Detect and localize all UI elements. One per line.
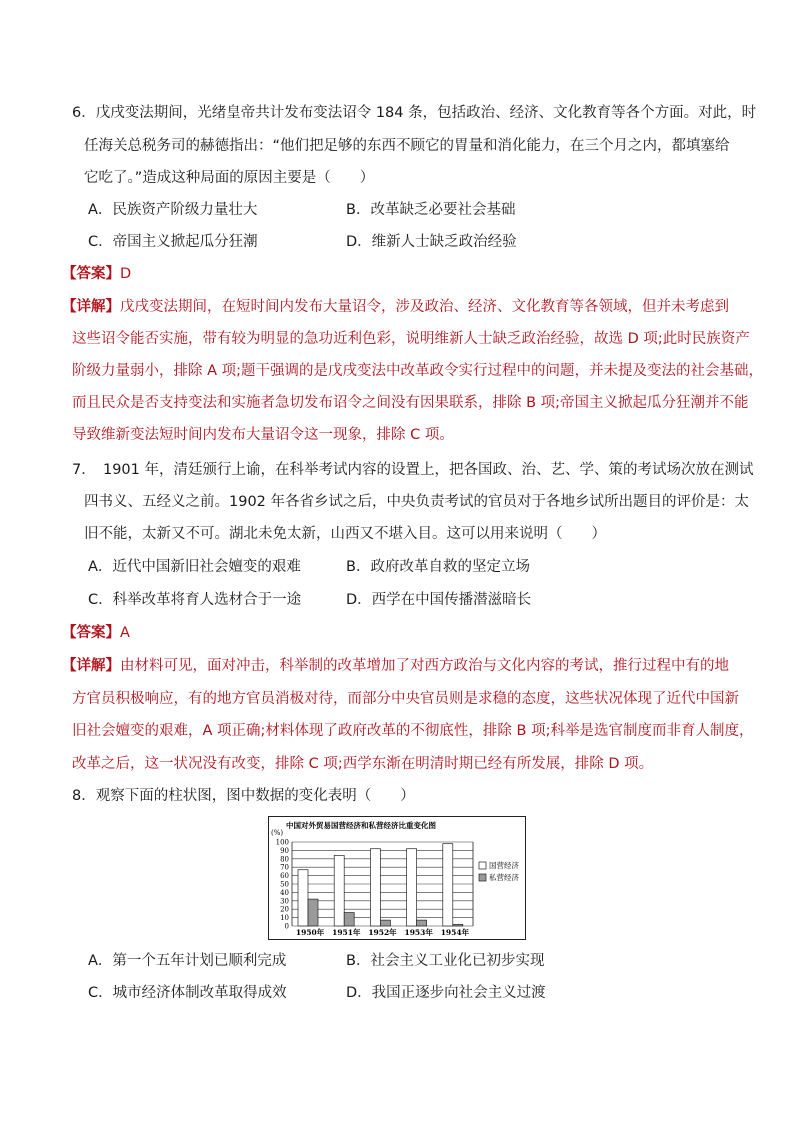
q7-option-c: C．科举改革将育人选材合于一途: [88, 592, 302, 608]
y-tick-label: 0: [284, 922, 289, 931]
chart-title: 中国对外贸易国营经济和私营经济比重变化图: [286, 821, 436, 830]
q7-stem-line-3: 旧不能，太新又不可。湖北未免太新，山西又不堪入目。这可以用来说明（ ）: [84, 526, 606, 542]
q7-option-a: A．近代中国新旧社会嬗变的艰难: [88, 559, 301, 575]
y-tick-label: 70: [280, 863, 289, 872]
bar-private-3: [380, 920, 390, 926]
q7-detail-line-2: 方官员积极响应，有的地方官员消极对待，而部分中央官员则是求稳的态度，这些状况体现了近代中国新: [72, 691, 739, 707]
y-tick-label: 40: [280, 888, 289, 897]
q7-answer: [62, 623, 130, 643]
y-tick-label: 90: [280, 846, 289, 855]
bar-private-2: [344, 913, 354, 926]
detail-text: 戊戌变法期间，在短时间内发布大量诏令，涉及政治、经济、文化教育等各领域，但并未考虑到: [120, 299, 729, 315]
q6-answer: [62, 264, 131, 284]
bar-state-4: [407, 849, 417, 926]
bar-private-1: [308, 899, 318, 926]
x-tick-label: 1952年: [368, 928, 397, 937]
bar-private-4: [417, 920, 427, 926]
q8-option-a: A．第一个五年计划已顺利完成: [88, 953, 287, 969]
q6-option-c: C．帝国主义掀起瓜分狂潮: [88, 234, 258, 250]
q6-option-d: D．维新人士缺乏政治经验: [346, 234, 517, 250]
answer-tag: 【答案】: [62, 625, 120, 641]
legend-swatch: [479, 874, 486, 881]
x-tick-label: 1951年: [332, 928, 361, 937]
bar-state-2: [334, 855, 344, 926]
y-tick-label: 100: [275, 838, 289, 847]
q6-detail-line-3: 阶级力量弱小，排除 A 项;题干强调的是戊戌变法中改革政令实行过程中的问题，并未提及变法的社会基础，: [72, 363, 764, 379]
q7-detail-line-1: [62, 656, 729, 676]
bar-state-3: [370, 849, 380, 926]
q6-option-b: B．改革缺乏必要社会基础: [346, 202, 516, 218]
q6-stem-line-1: 6．戊戌变法期间，光绪皇帝共计发布变法诏令 184 条，包括政治、经济、文化教育等各个方面。对此，时: [72, 105, 757, 121]
q6-detail-line-2: 这些诏令能否实施，带有较为明显的急功近利色彩，说明维新人士缺乏政治经验，故选 D 项;此时民族资产: [72, 331, 750, 347]
q8-option-b: B．社会主义工业化已初步实现: [346, 953, 545, 969]
detail-tag: 【详解】: [62, 299, 120, 315]
detail-text: 由材料可见，面对冲击，科举制的改革增加了对西方政治与文化内容的考试，推行过程中有的地: [120, 658, 729, 674]
detail-tag: 【详解】: [62, 658, 120, 674]
x-tick-label: 1950年: [295, 928, 325, 937]
q6-stem-line-2: 任海关总税务司的赫德指出：“他们把足够的东西不顾它的胃量和消化能力，在三个月之内，都填塞给: [84, 138, 730, 154]
q7-detail-line-3: 旧社会嬗变的艰难，A 项正确;材料体现了政府改革的不彻底性，排除 B 项;科举是选官制度而非育人制度，: [72, 723, 754, 739]
q8-option-c: C．城市经济体制改革取得成效: [88, 985, 287, 1001]
bar-chart: [268, 816, 526, 940]
bar-state-1: [298, 870, 308, 926]
q8-option-d: D．我国正逐步向社会主义过渡: [346, 985, 546, 1001]
answer-value: A: [120, 625, 130, 641]
y-tick-label: 80: [280, 855, 289, 864]
q6-detail-line-1: [62, 297, 729, 317]
q8-stem: 8．观察下面的柱状图，图中数据的变化表明（ ）: [72, 788, 415, 804]
y-tick-label: 10: [280, 914, 289, 923]
y-tick-label: 20: [280, 905, 289, 914]
y-tick-label: 60: [280, 872, 289, 881]
q6-stem-line-3: 它吃了。”造成这种局面的原因主要是（ ）: [84, 170, 375, 186]
legend-label: 国营经济: [489, 861, 519, 870]
bar-private-5: [453, 924, 463, 926]
answer-value: D: [120, 266, 132, 282]
x-tick-label: 1953年: [404, 928, 433, 937]
q7-stem-line-1: 7． 1901 年，清廷颁行上谕，在科举考试内容的设置上，把各国政、治、艺、学、策的考试场次放在测试: [72, 462, 754, 478]
x-tick-label: 1954年: [440, 928, 470, 937]
q7-stem-line-2: 四书义、五经义之前。1902 年各省乡试之后，中央负责考试的官员对于各地乡试所出题目的评价是：太: [84, 494, 750, 510]
y-tick-label: 50: [280, 880, 289, 889]
q6-detail-line-5: 导致维新变法短时间内发布大量诏令这一现象，排除 C 项。: [72, 427, 454, 443]
legend-label: 私营经济: [489, 873, 519, 882]
y-tick-label: 30: [280, 897, 289, 906]
answer-tag: 【答案】: [62, 266, 120, 282]
legend-swatch: [479, 862, 486, 869]
q7-option-d: D．西学在中国传播潜滋暗长: [346, 592, 532, 608]
x-labels: [296, 927, 470, 937]
q6-option-a: A．民族资产阶级力量壮大: [88, 202, 258, 218]
y-unit-label: (%): [271, 829, 284, 837]
bar-state-5: [443, 844, 453, 926]
q7-detail-line-4: 改革之后，这一状况没有改变，排除 C 项;西学东渐在明清时期已经有所发展，排除 D 项。: [72, 756, 654, 772]
q7-option-b: B．政府改革自救的坚定立场: [346, 559, 530, 575]
q6-detail-line-4: 而且民众是否支持变法和实施者急切发布诏令之间没有因果联系，排除 B 项;帝国主义掀起瓜分狂潮并不能: [72, 395, 749, 411]
